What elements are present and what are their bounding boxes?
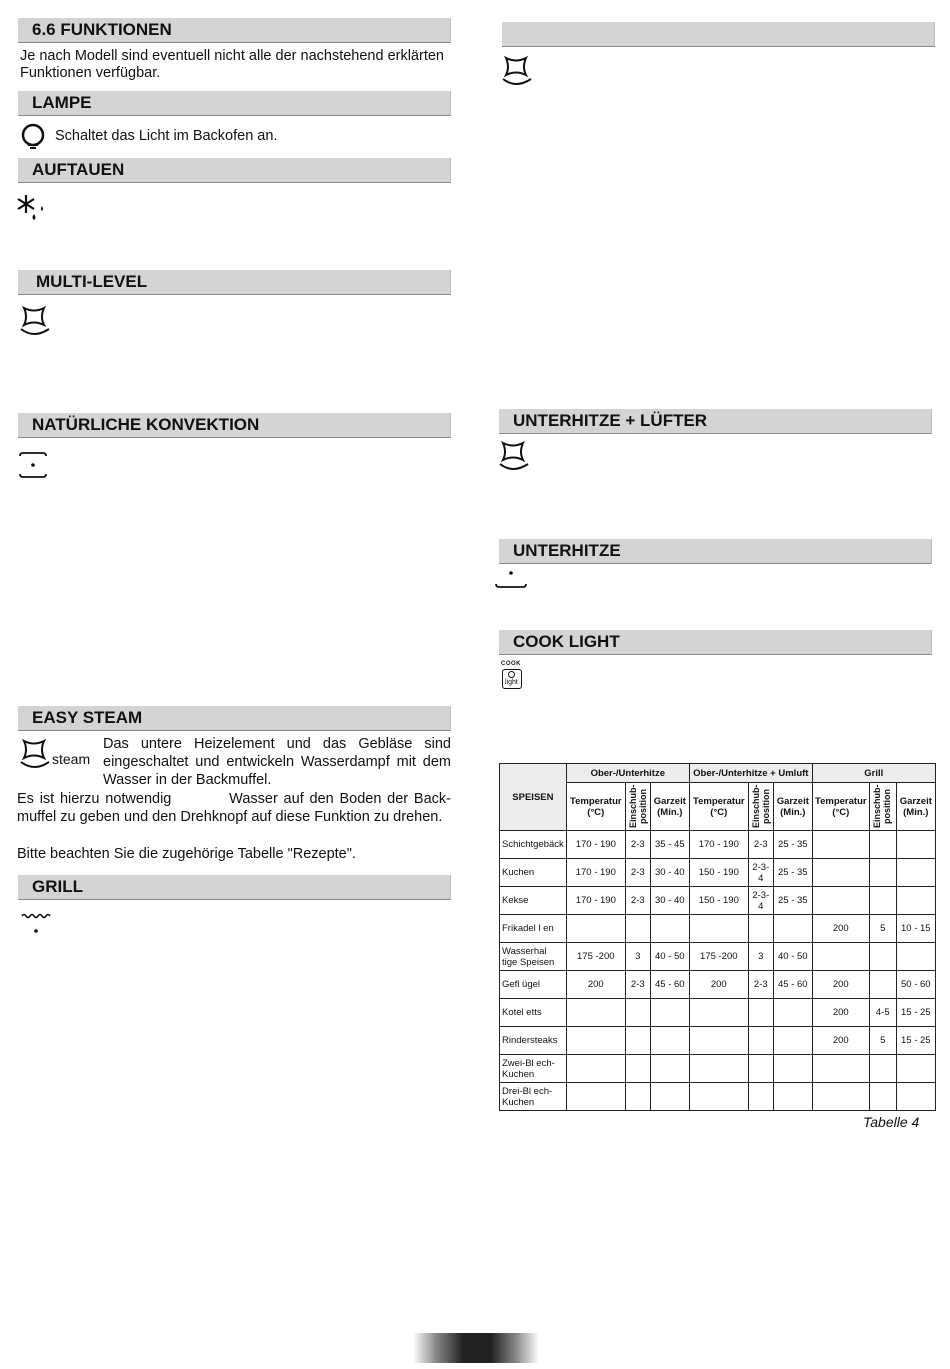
value-cell — [650, 915, 689, 943]
value-cell: 200 — [812, 971, 869, 999]
lampe-text: Schaltet das Licht im Backofen an. — [55, 128, 278, 144]
table-row — [500, 915, 936, 943]
value-cell — [869, 943, 896, 971]
value-cell — [689, 1027, 748, 1055]
value-cell: 2-3-4 — [748, 887, 773, 915]
page-number-bar — [413, 1333, 539, 1363]
value-cell — [869, 971, 896, 999]
time-header: Garzeit (Min.) — [773, 783, 812, 831]
recipe-table — [499, 763, 936, 1111]
dish-header: SPEISEN — [500, 764, 567, 831]
grill-title: GRILL — [32, 877, 83, 896]
section-title: 6.6 FUNKTIONEN — [32, 20, 172, 39]
value-cell: 2-3-4 — [748, 859, 773, 887]
value-cell — [748, 1055, 773, 1083]
value-cell — [869, 1055, 896, 1083]
value-cell: 200 — [812, 915, 869, 943]
table-row — [500, 943, 936, 971]
value-cell: 170 - 190 — [689, 831, 748, 859]
value-cell — [566, 1027, 625, 1055]
value-cell: 3 — [625, 943, 650, 971]
value-cell — [566, 915, 625, 943]
unterhitze-title: UNTERHITZE — [513, 541, 621, 560]
dish-cell: Kuchen — [500, 859, 567, 887]
value-cell — [896, 1083, 935, 1111]
value-cell: 15 - 25 — [896, 999, 935, 1027]
value-cell — [566, 1055, 625, 1083]
value-cell: 15 - 25 — [896, 1027, 935, 1055]
dish-cell: Zwei-Bl ech-Kuchen — [500, 1055, 567, 1083]
value-cell: 45 - 60 — [650, 971, 689, 999]
fan-steam-icon — [18, 738, 52, 770]
header-konvektion — [18, 413, 451, 438]
value-cell — [650, 999, 689, 1027]
value-cell — [812, 1055, 869, 1083]
table-row — [500, 859, 936, 887]
value-cell — [869, 831, 896, 859]
value-cell — [773, 1027, 812, 1055]
value-cell — [689, 1083, 748, 1111]
defrost-icon — [14, 192, 50, 224]
value-cell: 2-3 — [748, 831, 773, 859]
value-cell — [689, 999, 748, 1027]
table-row — [500, 887, 936, 915]
value-cell — [625, 915, 650, 943]
pos-header: Einschub-position — [869, 783, 896, 831]
steam-icon-label: steam — [52, 751, 91, 767]
value-cell — [896, 1055, 935, 1083]
table-row — [500, 1083, 936, 1111]
fan-icon-top — [500, 55, 534, 87]
section-header-funktionen — [18, 18, 451, 43]
value-cell: 2-3 — [625, 831, 650, 859]
table-row — [500, 1027, 936, 1055]
time-header: Garzeit (Min.) — [896, 783, 935, 831]
cook-light-icon — [500, 661, 526, 691]
value-cell — [650, 1083, 689, 1111]
value-cell — [748, 1083, 773, 1111]
auftauen-title: AUFTAUEN — [32, 160, 125, 179]
dish-cell: Kekse — [500, 887, 567, 915]
time-header: Garzeit (Min.) — [650, 783, 689, 831]
value-cell: 25 - 35 — [773, 887, 812, 915]
value-cell: 4-5 — [869, 999, 896, 1027]
value-cell — [625, 1083, 650, 1111]
pos-header: Einschub-position — [625, 783, 650, 831]
value-cell — [812, 831, 869, 859]
value-cell: 25 - 35 — [773, 831, 812, 859]
cook-light-icon-bottom: light — [505, 679, 518, 686]
value-cell: 2-3 — [625, 887, 650, 915]
fan-bottom-heat-icon — [497, 440, 531, 472]
value-cell — [812, 887, 869, 915]
value-cell: 25 - 35 — [773, 859, 812, 887]
value-cell: 2-3 — [748, 971, 773, 999]
table-row — [500, 999, 936, 1027]
value-cell — [812, 943, 869, 971]
table-row — [500, 831, 936, 859]
value-cell: 200 — [812, 999, 869, 1027]
header-unterhitze-luefter — [499, 409, 932, 434]
value-cell: 170 - 190 — [566, 859, 625, 887]
group-header-ober-unterhitze: Ober-/Unterhitze — [566, 764, 689, 783]
value-cell — [896, 943, 935, 971]
value-cell — [650, 1027, 689, 1055]
dish-cell: Gefl ügel — [500, 971, 567, 999]
header-lampe — [18, 91, 451, 116]
value-cell — [773, 1083, 812, 1111]
dish-cell: Kotel etts — [500, 999, 567, 1027]
value-cell: 50 - 60 — [896, 971, 935, 999]
intro-text: Je nach Modell sind eventuell nicht alle der nachstehend erklärten Funktionen verfügbar. — [20, 48, 444, 81]
value-cell — [773, 915, 812, 943]
value-cell: 10 - 15 — [896, 915, 935, 943]
pos-header: Einschub-position — [748, 783, 773, 831]
value-cell: 2-3 — [625, 971, 650, 999]
value-cell — [625, 1055, 650, 1083]
group-header-umluft: Ober-/Unterhitze + Umluft — [689, 764, 812, 783]
header-cooklight — [499, 630, 932, 655]
multilevel-title: MULTI-LEVEL — [36, 272, 148, 291]
dish-cell: Frikadel l en — [500, 915, 567, 943]
value-cell: 175 -200 — [566, 943, 625, 971]
lamp-icon — [18, 122, 50, 150]
value-cell: 30 - 40 — [650, 887, 689, 915]
dish-cell: Rindersteaks — [500, 1027, 567, 1055]
temp-header: Temperatur (°C) — [812, 783, 869, 831]
value-cell — [869, 859, 896, 887]
header-multilevel — [18, 270, 451, 295]
value-cell — [869, 887, 896, 915]
value-cell — [689, 1055, 748, 1083]
value-cell: 170 - 190 — [566, 831, 625, 859]
value-cell — [896, 887, 935, 915]
easysteam-text-2: Es ist hierzu notwendig Wasser auf den Boden der Back-muffel zu geben und den Drehknopf auf diese Funktion zu drehen. — [17, 791, 451, 825]
value-cell — [748, 999, 773, 1027]
temp-header: Temperatur (°C) — [566, 783, 625, 831]
value-cell: 150 - 190 — [689, 887, 748, 915]
konvektion-title: NATÜRLICHE KONVEKTION — [32, 415, 260, 434]
fan-icon — [18, 305, 52, 337]
table-row — [500, 971, 936, 999]
value-cell: 40 - 50 — [650, 943, 689, 971]
value-cell — [625, 999, 650, 1027]
value-cell: 45 - 60 — [773, 971, 812, 999]
value-cell: 200 — [812, 1027, 869, 1055]
value-cell: 170 - 190 — [566, 887, 625, 915]
value-cell: 150 - 190 — [689, 859, 748, 887]
bottom-heat-icon — [494, 568, 528, 594]
value-cell: 2-3 — [625, 859, 650, 887]
value-cell: 30 - 40 — [650, 859, 689, 887]
unterhitze-luefter-title: UNTERHITZE + LÜFTER — [513, 411, 708, 430]
header-blank — [502, 22, 935, 47]
group-header-grill: Grill — [812, 764, 935, 783]
header-auftauen — [18, 158, 451, 183]
cooklight-title: COOK LIGHT — [513, 632, 620, 651]
temp-header: Temperatur (°C) — [689, 783, 748, 831]
value-cell — [812, 859, 869, 887]
value-cell — [689, 915, 748, 943]
value-cell — [773, 999, 812, 1027]
value-cell: 175 -200 — [689, 943, 748, 971]
easysteam-text-3: Bitte beachten Sie die zugehörige Tabelle "Rezepte". — [17, 846, 356, 862]
easysteam-title: EASY STEAM — [32, 708, 143, 727]
value-cell — [748, 915, 773, 943]
value-cell — [650, 1055, 689, 1083]
table-caption: Tabelle 4 — [863, 1114, 920, 1130]
value-cell: 40 - 50 — [773, 943, 812, 971]
value-cell — [625, 1027, 650, 1055]
convection-icon — [18, 450, 50, 482]
value-cell — [869, 1083, 896, 1111]
dish-cell: Schichtgebäck — [500, 831, 567, 859]
value-cell: 5 — [869, 915, 896, 943]
table-row — [500, 1055, 936, 1083]
lampe-title: LAMPE — [32, 93, 92, 112]
dish-cell: Drei-Bl ech-Kuchen — [500, 1083, 567, 1111]
value-cell — [812, 1083, 869, 1111]
value-cell — [896, 859, 935, 887]
header-easysteam — [18, 706, 451, 731]
value-cell: 35 - 45 — [650, 831, 689, 859]
value-cell — [566, 999, 625, 1027]
value-cell — [773, 1055, 812, 1083]
value-cell: 5 — [869, 1027, 896, 1055]
value-cell — [566, 1083, 625, 1111]
cook-light-icon-top: COOK — [501, 661, 521, 667]
value-cell: 3 — [748, 943, 773, 971]
dish-cell: Wasserhal tige Speisen — [500, 943, 567, 971]
value-cell — [748, 1027, 773, 1055]
value-cell: 200 — [689, 971, 748, 999]
header-grill — [18, 875, 451, 900]
easysteam-text-1: Das untere Heizelement und das Gebläse sind eingeschaltet und entwickeln Wasserdampf mit dem Wasser in der Backmuffel. — [103, 736, 451, 788]
grill-icon — [20, 908, 52, 936]
value-cell: 200 — [566, 971, 625, 999]
header-unterhitze — [499, 539, 932, 564]
value-cell — [896, 831, 935, 859]
